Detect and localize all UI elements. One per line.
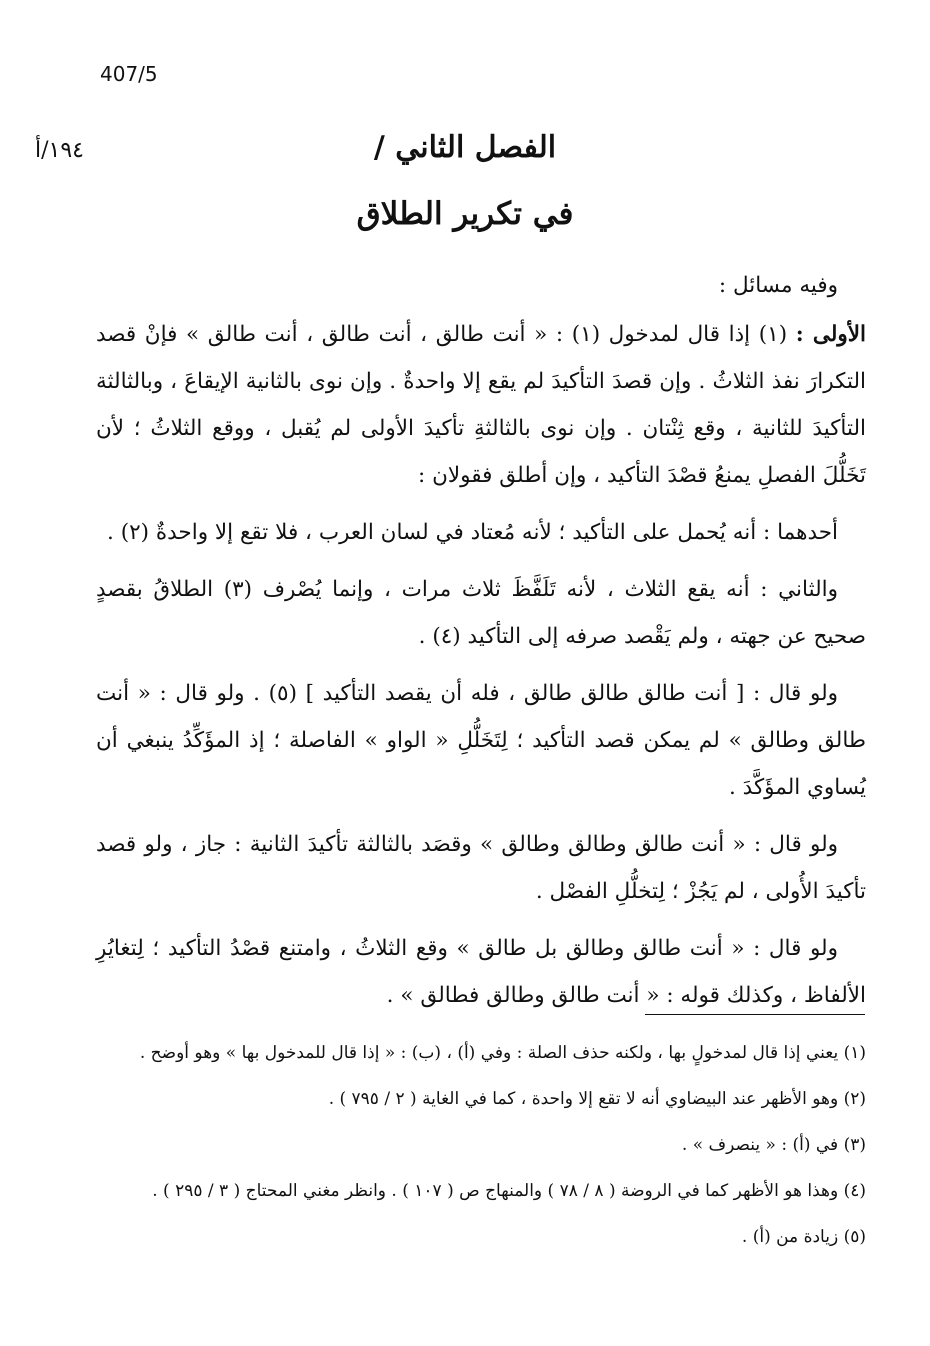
paragraph xyxy=(96,311,866,499)
paragraph-lead: الأولى : xyxy=(795,322,866,347)
page-number: 407/5 xyxy=(100,62,158,86)
paragraph-text: (١) إذا قال لمدخول (١) : « أنت طالق ، أنت طالق ، أنت طالق » فإنْ قصد التكرارَ نفذ الثلاثُ . وإن قصدَ التأكيدَ لم يقع إلا واحدةٌ . وإن نوى بالثانية الإيقاعَ ، وبالثالثة التأكيدَ للثانية ، وقع ثِنْتان . وإن نوى بالثالثةِ تأكيدَ الأولى لم يُقبل ، ووقع الثلاثُ ؛ لأن تَخَلُّلَ الفصلِ يمنعُ قصْدَ التأكيد ، وإن أطلق فقولان : xyxy=(96,322,866,488)
paragraph xyxy=(96,262,866,309)
paragraph-text: ولو قال : [ أنت طالق طالق طالق ، فله أن يقصد التأكيد ] (٥) . ولو قال : « أنت طالق وطالق » لم يمكن قصد التأكيد ؛ لِتَخَلُّلِ « الواو » الفاصلة ؛ إذ المؤَكِّدُ ينبغي أن يُساوي المؤَكَّدَ . xyxy=(96,681,866,800)
paragraph xyxy=(96,925,866,1019)
paragraph xyxy=(96,821,866,915)
chapter-title: الفصل الثاني / xyxy=(373,130,557,165)
footnote-separator xyxy=(645,1014,865,1015)
paragraph xyxy=(96,670,866,811)
paragraph-text: ولو قال : « أنت طالق وطالق بل طالق » وقع الثلاثُ ، وامتنع قصْدُ التأكيد ؛ لِتغايُرِ الألفاظ ، وكذلك قوله : « أنت طالق وطالق فطالق » . xyxy=(96,936,866,1008)
paragraph-text: وفيه مسائل : xyxy=(718,273,838,298)
footnote: (٢) وهو الأظهر عند البيضاوي أنه لا تقع إلا واحدة ، كما في الغاية ( ٢ / ٧٩٥ ) . xyxy=(328,1089,866,1109)
paragraph-text: والثاني : أنه يقع الثلاث ، لأنه تَلَفَّظَ ثلاث مرات ، وإنما يُصْرف (٣) الطلاقُ بقصدٍ صحيح عن جهته ، ولم يَقْصد صرفه إلى التأكيد (٤) . xyxy=(96,577,866,649)
footnotes xyxy=(96,1030,866,1260)
footnote: (٣) في (أ) : « ينصرف » . xyxy=(681,1135,866,1155)
margin-reference: ١٩٤/أ xyxy=(35,138,84,163)
footnote: (٤) وهذا هو الأظهر كما في الروضة ( ٨ / ٧٨ ) والمنهاج ص ( ١٠٧ ) . وانظر مغني المحتاج ( ٣ / ٢٩٥ ) . xyxy=(152,1181,866,1201)
paragraph-text: أحدهما : أنه يُحمل على التأكيد ؛ لأنه مُعتاد في لسان العرب ، فلا تقع إلا واحدةٌ (٢) . xyxy=(107,520,838,545)
body-text xyxy=(96,262,866,1019)
footnote: (٥) زيادة من (أ) . xyxy=(741,1227,866,1247)
paragraph-text: ولو قال : « أنت طالق وطالق وطالق » وقصَد بالثالثة تأكيدَ الثانية : جاز ، ولو قصد تأكيدَ الأُولى ، لم يَجُزْ ؛ لِتخلُّلِ الفصْل . xyxy=(96,832,866,904)
chapter-subtitle: في تكرير الطلاق xyxy=(356,196,574,232)
paragraph xyxy=(96,509,866,556)
footnote: (١) يعني إذا قال لمدخولٍ بها ، ولكنه حذف الصلة : وفي (أ) ، (ب) : « إذا قال للمدخول بها » وهو أوضح . xyxy=(139,1043,866,1063)
paragraph xyxy=(96,566,866,660)
